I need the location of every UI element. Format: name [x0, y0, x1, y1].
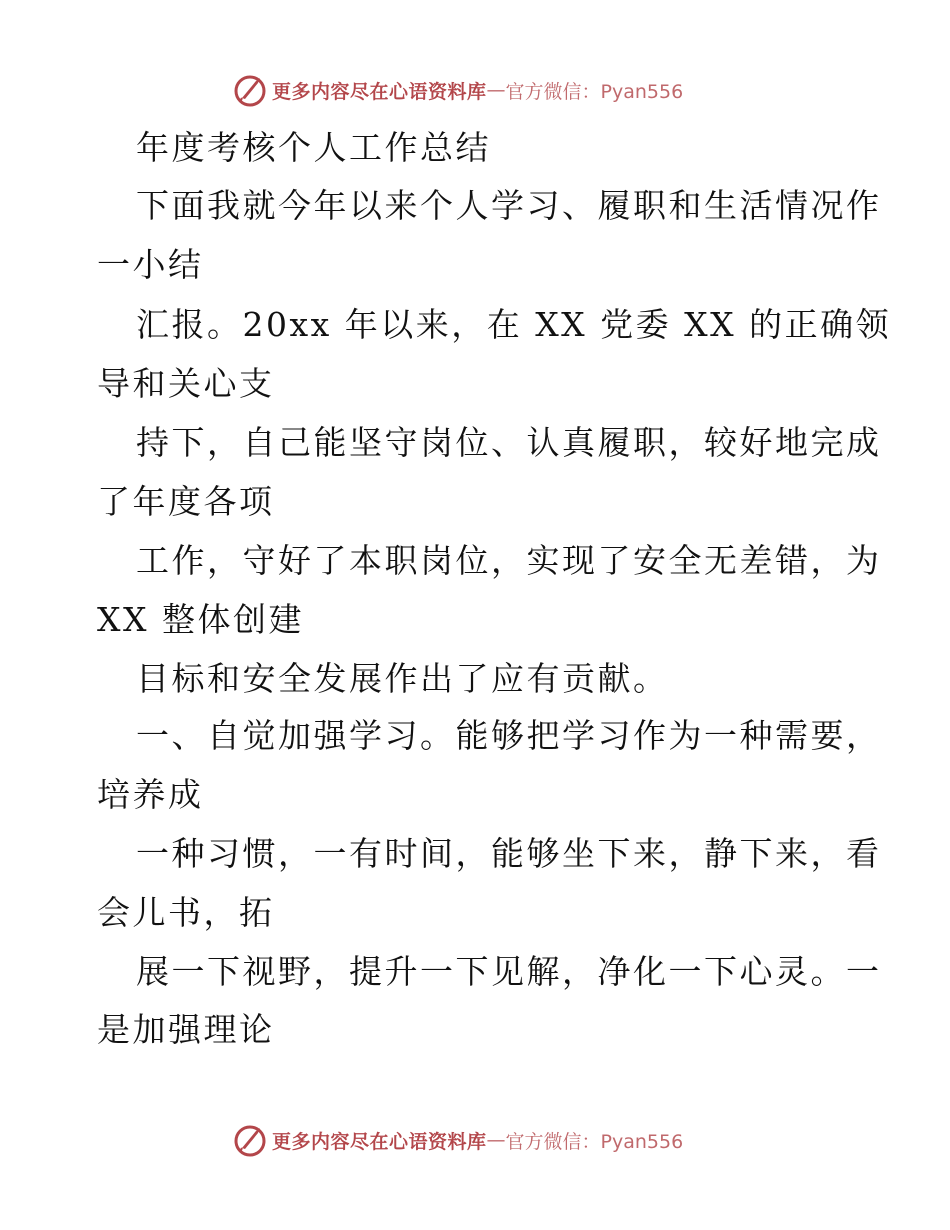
quill-seal-icon: [232, 72, 268, 108]
paragraph-line: XX 整体创建: [97, 600, 304, 639]
paragraph-line: 是加强理论: [97, 1010, 275, 1049]
paragraph-line: 会儿书，拓: [97, 893, 275, 932]
paragraph-line: 一种习惯，一有时间，能够坐下来，静下来，看: [136, 834, 882, 873]
paragraph-line: 目标和安全发展作出了应有贡献。: [136, 659, 669, 698]
watermark-separator: —: [486, 79, 506, 101]
quill-seal-icon: [232, 1122, 268, 1158]
paragraph-line: 下面我就今年以来个人学习、履职和生活情况作: [136, 186, 882, 225]
watermark-wechat: 官方微信：Pyan556: [505, 80, 684, 103]
paragraph-line: 持下，自己能坚守岗位、认真履职，较好地完成: [136, 423, 882, 462]
footer-watermark: [232, 1120, 683, 1160]
watermark-text: 更多内容尽在心语资料库: [272, 80, 487, 103]
watermark-separator: —: [486, 1129, 506, 1151]
paragraph-line: 一小结: [97, 245, 204, 284]
document-title: 年度考核个人工作总结: [136, 128, 491, 167]
header-watermark: [232, 70, 683, 110]
paragraph-line: 了年度各项: [97, 482, 275, 521]
paragraph-line: 一、自觉加强学习。能够把学习作为一种需要，: [136, 716, 882, 755]
paragraph-line: 展一下视野，提升一下见解，净化一下心灵。一: [136, 952, 882, 991]
watermark-wechat: 官方微信：Pyan556: [505, 1130, 684, 1153]
paragraph-line: 培养成: [97, 775, 204, 814]
paragraph-line: 导和关心支: [97, 364, 275, 403]
paragraph-line: 汇报。20xx 年以来，在 XX 党委 XX 的正确领: [136, 305, 892, 344]
watermark-text: 更多内容尽在心语资料库: [272, 1130, 487, 1153]
paragraph-line: 工作，守好了本职岗位，实现了安全无差错，为: [136, 541, 882, 580]
